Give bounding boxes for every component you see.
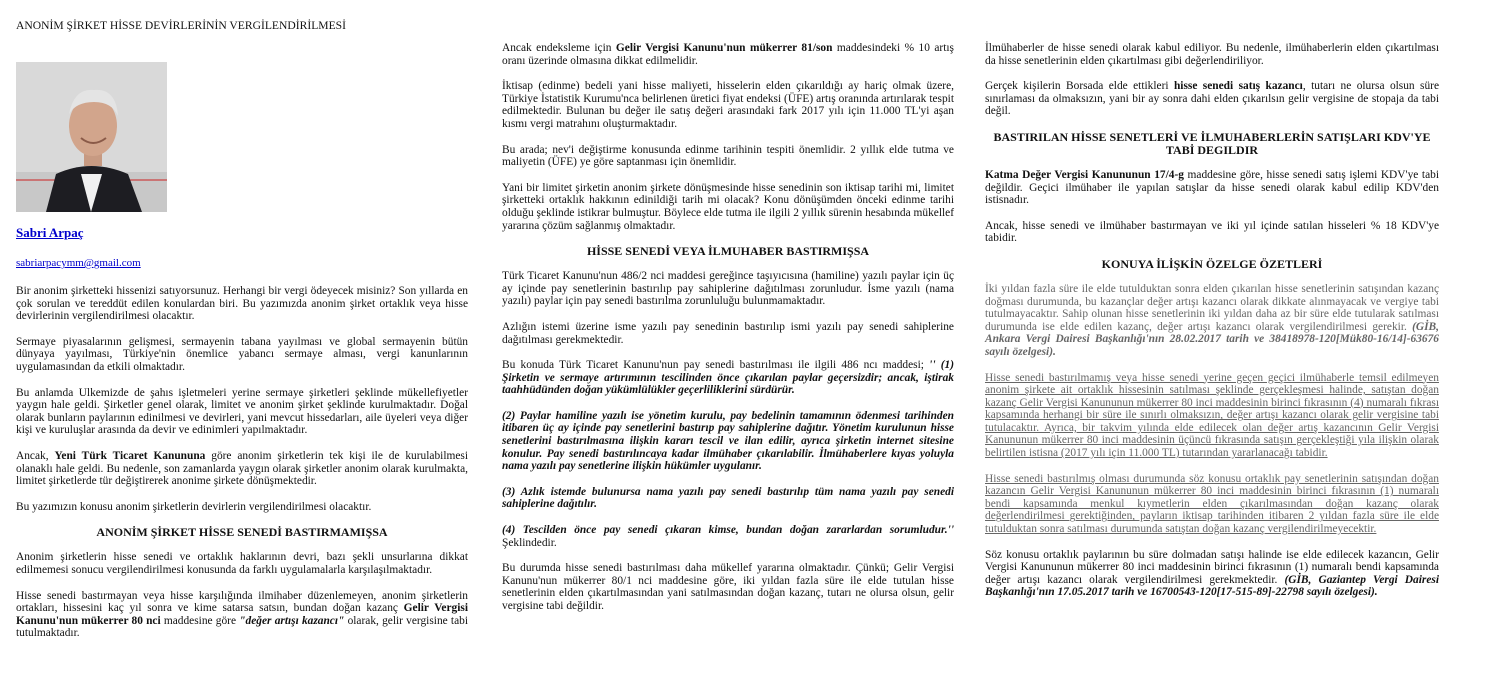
article-title: ANONİM ŞİRKET HİSSE DEVİRLERİNİN VERGİLENDİRİLMESİ bbox=[16, 19, 346, 32]
column-1-body bbox=[16, 285, 468, 653]
paragraph: Hisse senedi bastırılmamış veya hisse senedi yerine geçen geçici ilmühaberle temsil edilmeyen anonim şirkete ait ortaklık hissesinin satılması şeklinde gerçekleşmesi halinde, satıştan doğan kazanç Gelir Vergisi Kanununun mükerrer 80 inci maddesinin birinci fıkrasının (4) numaralı fıkrası kapsamında herhangi bir süre ile sınırlı olmaksızın, değer artışı kazancı olarak gelir vergisine tabi tutulacaktır. Ayrıca, bir takvim yılında elde edilecek olan değer artış kazancının Gelir Vergisi Kanununun mükerrer 80 inci maddesinin üçüncü fıkrasında satışın gerçekleştiği yıla ilişkin olarak belirtilen istisna (2017 yılı için 11.000 TL) tutarından yararlanacağı tabidir. bbox=[985, 371, 1439, 460]
paragraph: İlmühaberler de hisse senedi olarak kabul ediliyor. Bu nedenle, ilmühaberlerin elden çıkartılması da hisse senetlerinin elden çıkartılması gibi değerlendiriliyor. bbox=[985, 42, 1439, 67]
bold-italic-text: (4) Tescilden önce pay senedi çıkaran kimse, bundan doğan zararlardan sorumludur.'' bbox=[502, 524, 954, 537]
paragraph bbox=[985, 169, 1439, 207]
bold-italic-text: (2) Paylar hamiline yazılı ise yönetim kurulu, pay bedelinin tamamının ödenmesi tarihinden itibaren üç ay içinde pay senetlerini bastırıp pay sahiplerine dağıtır. Yönetim kurulunun hisse senetlerini bastırılmasına ilişkin kararı tescil ve ilan edilir, ayrıca şirketin internet sitesine konulur. Pay senedi bastırılıncaya kadar ilmühaber çıkarılabilir. İlmühaberlere kıyas yoluyla nama yazılı pay senetlerine ilişkin hükümler uygulanır. bbox=[502, 409, 954, 473]
bold-text: Gelir Vergisi Kanunu'nun mükerrer 80 nci bbox=[16, 602, 468, 627]
text-run: olarak, gelir vergisine tabi tutulmaktadır. bbox=[16, 614, 468, 640]
paragraph bbox=[502, 486, 954, 511]
text-run: Söz konusu ortaklık paylarının bu süre dolmadan satışı halinde ise elde edilecek kazancın, Gelir Vergisi Kanununun mükerrer 80 inci maddesinin birinci fıkrasının (1) numaralı bendi kapsamında değer artışı kazancı olarak vergilendirilmesi gerekmektedir. bbox=[985, 548, 1439, 586]
text-run: Ancak endeksleme için bbox=[502, 42, 616, 54]
paragraph: Bu durumda hisse senedi bastırılması daha mükellef yararına olmaktadır. Çünkü; Gelir Vergisi Kanunu'nun mükerrer 80/1 nci maddesine göre, iki yıldan fazla süre ile elde tutulan hisse senetlerinin elden çıkartılmasından yani satılmasından doğan kazanç, tutarı ne olursa olsun, gelir vergisine tabi değildir. bbox=[502, 562, 954, 612]
section-heading: BASTIRILAN HİSSE SENETLERİ VE İLMUHABERLERİN SATIŞLARI KDV'YE TABİ DEGILDIR bbox=[993, 129, 1431, 157]
paragraph: Anonim şirketlerin hisse senedi ve ortaklık haklarının devri, bazı şekli unsurlarına dikkat edilmemesi sonucu vergilendirilmesi konusunda da farklı uygulamalarla karşılaşılmaktadır. bbox=[16, 551, 468, 576]
paragraph: Bu yazımızın konusu anonim şirketlerin devirlerin vergilendirilmesi olacaktır. bbox=[16, 500, 372, 513]
paragraph: Bir anonim şirketteki hissenizi satıyorsunuz. Herhangi bir vergi ödeyecek misiniz? Son yıllarda en çok sorulan ve tereddüt edilen konulardan biri. Bu yazımızda anonim şirket ortaklık veya hisse devirlerinin vergilendirilmesi olacaktır. bbox=[16, 285, 468, 323]
paragraph bbox=[985, 80, 1439, 118]
paragraph bbox=[502, 524, 954, 549]
text-run: Ancak, bbox=[16, 449, 55, 462]
bold-italic-text: (3) Azlık istemde bulunursa nama yazılı pay senedi bastırılıp tüm nama yazılı pay senedi sahiplerine dağıtılır. bbox=[502, 485, 954, 511]
paragraph bbox=[985, 549, 1439, 599]
paragraph: Hisse senedi bastırılmış olması durumunda söz konusu ortaklık pay senetlerinin satışından doğan kazancın Gelir Vergisi Kanununun mükerrer 80 inci maddesinin birinci fıkrasının (1) numaralı bendi kapsamında menkul kıymetlerin elden çıkarılmasından doğan kazanç olarak değerlendirilmesi gerektiğinden, payların iktisap tarihinden itibaren 2 yıldan fazla süre ile elde tutulduktan sonra satılması durumunda satıştan doğan kazanç vergilendirilmeyecektir. bbox=[985, 472, 1439, 536]
paragraph bbox=[16, 590, 468, 640]
text-run: , tutarı ne olursa olsun süre sınırlaması da olmaksızın, yani bir ay sonra dahi elden çıkarılsın gelir vergisine de stopaja da tabi değil. bbox=[985, 80, 1440, 118]
column-3 bbox=[985, 42, 1439, 612]
citation-text: (GİB, Ankara Vergi Dairesi Başkanlığı'nın 28.02.2017 tarih ve 38418978-120[Mük80-16/14]-63676 sayılı özelgesi). bbox=[985, 320, 1439, 358]
text-run: Şeklindedir. bbox=[502, 536, 557, 549]
paragraph: İktisap (edinme) bedeli yani hisse maliyeti, hisselerin elden çıkarıldığı ay hariç olmak üzere, Türkiye İstatistik Kurumu'nca belirlenen üretici fiyat endeksi (ÜFE) artış oranında artırılarak tespit edilmektedir. Bulunan bu değer ile satış değeri arasındaki fark 2017 yılı için 11.000 TL'yi aşan kısmı vergi matrahını oluşturmaktadır. bbox=[502, 80, 954, 130]
section-heading: HİSSE SENEDİ VEYA İLMUHABER BASTIRMIŞSA bbox=[586, 244, 870, 259]
bold-italic-text: '' (1) Şirketin ve sermaye artırımının tescilinden önce çıkarılan paylar geçersizdir; ancak, iştirak taahhüdünden doğan yükümlülükler geçerliliklerini sürdürür. bbox=[502, 359, 954, 397]
text-run: maddesindeki % 10 artış oranı üzerinde olmasına dikkat edilmelidir. bbox=[502, 42, 954, 67]
paragraph: Türk Ticaret Kanunu'nun 486/2 nci maddesi gereğince taşıyıcısına (hamiline) yazılı paylar için üç ay içinde pay senetlerinin bastırılıp pay sahiplerine dağıtılması zorunludur. İsme yazılı (nama yazılı) paylar için pay senedi bastırılma zorunluluğu bulunmamaktadır. bbox=[502, 270, 954, 308]
paragraph bbox=[502, 410, 954, 473]
paragraph bbox=[502, 42, 954, 67]
paragraph bbox=[985, 283, 1439, 359]
bold-italic-text: "değer artışı kazancı" bbox=[239, 614, 345, 627]
paragraph bbox=[16, 450, 468, 488]
author-name[interactable]: Sabri Arpaç bbox=[16, 225, 84, 240]
author-email-link[interactable]: sabriarpacymm@gmail.com bbox=[16, 257, 141, 269]
text-run: Gerçek kişilerin Borsada elde ettikleri bbox=[985, 80, 1174, 93]
paragraph: Bu arada; nev'i değiştirme konusunda edinme tarihinin tespiti önemlidir. 2 yıllık elde tutma ve maliyetin (ÜFE) ye göre saptanması için önemlidir. bbox=[502, 143, 954, 169]
paragraph: Azlığın istemi üzerine isme yazılı pay senedinin bastırılıp ismi yazılı pay senedi sahiplerine dağıtılması gerekmektedir. bbox=[502, 320, 954, 346]
citation-text: (GİB, Gaziantep Vergi Dairesi Başkanlığı'nın 17.05.2017 tarih ve 16700543-120[17-515-89]-22798 sayılı özelgesi). bbox=[985, 573, 1439, 599]
section-heading: KONUYA İLİŞKİN ÖZELGE ÖZETLERİ bbox=[1101, 256, 1323, 271]
paragraph bbox=[502, 359, 954, 397]
bold-text: Yeni Türk Ticaret Kanununa bbox=[54, 449, 206, 462]
text-run: Hisse senedi bastırmayan veya hisse karşılığında ilmihaber düzenlemeyen, anonim şirketlerin ortakları, hissesini kaç yıl sonra ve kime satarsa satsın, bundan doğan kazanç bbox=[16, 589, 468, 615]
paragraph: Bu anlamda Ulkemizde de şahıs işletmeleri yerine sermaye şirketleri şeklinde mükellefiyetler yaygın hale geldi. Şirketler genel olarak, limitet ve anonim şirket şeklinde kurulmaktadır. Doğal olarak bunların paylarının edinilmesi ve devirleri, yani mevcut hissedarları, aile üyeleri veya diğer kişi ve kuruluşlar arasında da devir ve edinimleri yapılmaktadır. bbox=[16, 386, 468, 437]
text-run: göre anonim şirketlerin tek kişi ile de kurulabilmesi olanaklı hale geldi. Bu nedenle, son zamanlarda yaygın olarak şirketler anonim olarak kurulmakta, limitet şirketlerde tür değiştirerek anonime şirkete dönüşmektedir. bbox=[16, 449, 468, 488]
bold-text: Gelir Vergisi Kanunu'nun mükerrer 81/son bbox=[615, 42, 833, 54]
text-run: maddesine göre bbox=[160, 614, 240, 627]
author-photo bbox=[16, 62, 167, 212]
paragraph: Yani bir limitet şirketin anonim şirkete dönüşmesinde hisse senedinin son iktisap tarihi mi, limitet şirketteki ortaklık hakkının edinildiği tarih mi olacak? Konu dönüşümden önceki edinme tarihi olduğu şeklinde istikrar bulmuştur. Böylece elde tutma ile ilgili 2 yıllık sürenin hesabında mükellef yararına çözüm sağlanmış olmaktadır. bbox=[502, 181, 954, 232]
paragraph: Sermaye piyasalarının gelişmesi, sermayenin tabana yayılması ve global sermayenin bütün dünyaya yayılması, Türkiye'nin önemlice yabancı sermaye alması, vergi kanunlarının uygulamasından da etkili olmaktadır. bbox=[16, 335, 468, 373]
section-heading: ANONİM ŞİRKET HİSSE SENEDİ BASTIRMAMIŞSA bbox=[96, 525, 388, 540]
bold-text: hisse senedi satış kazancı bbox=[1173, 80, 1303, 93]
column-2 bbox=[502, 42, 954, 626]
bold-text: Katma Değer Vergisi Kanununun 17/4-g bbox=[985, 168, 1184, 181]
paragraph: Ancak, hisse senedi ve ilmühaber bastırmayan ve iki yıl içinde satılan hisseleri % 18 KDV'ye tabidir. bbox=[985, 219, 1439, 245]
text-run: maddesine göre, hisse senedi satış işlemi KDV'ye tabi değildir. Geçici ilmühaber ile yapılan satışlar da hisse senedi olarak kabul edilip KDV'den istisnadır. bbox=[985, 168, 1439, 207]
text-run: Bu konuda Türk Ticaret Kanunu'nun pay senedi bastırılması ile ilgili 486 ncı maddesi; bbox=[502, 359, 930, 372]
text-run: İki yıldan fazla süre ile elde tutulduktan sonra elden çıkarılan hisse senetlerinin satışından kazanç doğması durumunda, bu kazançlar değer artışı kazancı olarak dikkate alınmayacak ve vergiye tabi tutulmayacaktır. Sahip olunan hisse senetlerinin iki yıldan daha az bir süre elde tutularak satılması durumunda ise elde edilen kazanç, değer artışı kazancı olarak vergilendirilmesi gerekir. bbox=[985, 282, 1439, 333]
